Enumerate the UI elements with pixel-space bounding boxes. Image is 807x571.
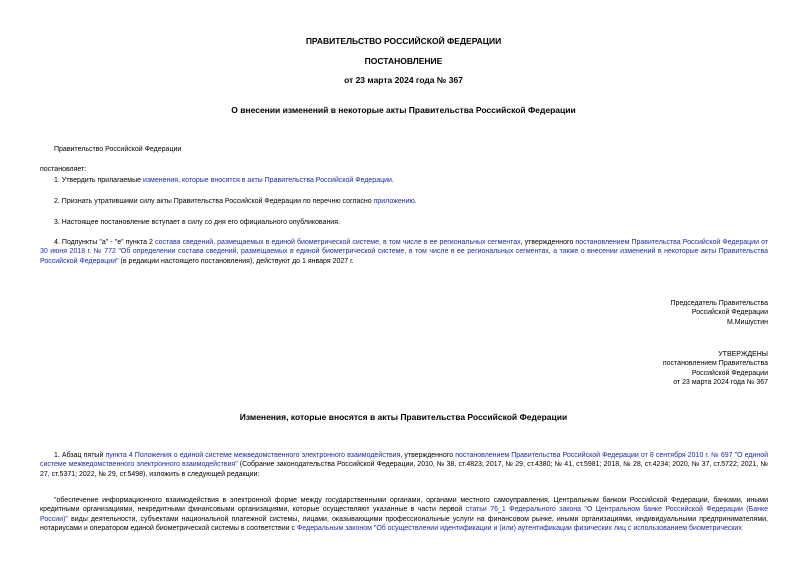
item-4-text: 4. Подпункты "а" - "е" пункта 2	[54, 239, 155, 246]
decree-772-link[interactable]: постановлением Правительства Российской Федерации от 30 июня 2018 г. № 772 "Об определении состава сведений, размещаемых в единой биометрической системе, в том числе в ее региональных сегментах, а также о внесении изменений в некоторые акты Правительства Российской Федерации"	[40, 239, 769, 265]
biometric-composition-link[interactable]: состава сведений, размещаемых в единой биометрической системе, в том числе в ее региональных сегментах	[155, 239, 521, 246]
decree-697-link[interactable]: постановлением Правительства Российской Федерации от 8 сентября 2010 г. № 697 "О единой системе межведомственного электронного взаимодействия"	[40, 452, 769, 469]
signature-position: Председатель Правительства	[670, 300, 768, 307]
regulation-clause-link[interactable]: пункта 4 Положения о единой системе межведомственного электронного взаимодействия	[105, 452, 401, 459]
approved-by: постановлением Правительства	[662, 360, 768, 368]
preamble-decree: постановляет:	[40, 166, 87, 173]
government-heading: ПРАВИТЕЛЬСТВО РОССИЙСКОЙ ФЕДЕРАЦИИ	[305, 36, 502, 46]
document-title: О внесении изменений в некоторые акты Правительства Российской Федерации	[231, 105, 576, 115]
item-1-text: 1. Утвердить прилагаемые	[54, 177, 143, 184]
item-1-end: .	[391, 177, 394, 184]
preamble-line: Правительство Российской Федерации	[54, 146, 182, 153]
item-2	[54, 197, 417, 206]
item-3: 3. Настоящее постановление вступает в силу со дня его официального опубликования.	[54, 219, 340, 226]
item-4	[40, 238, 768, 266]
change-1	[40, 451, 768, 479]
approved-country: Российской Федерации	[691, 369, 768, 377]
item-2-text: 2. Признать утратившими силу акты Правительства Российской Федерации по перечню согласно	[54, 198, 374, 205]
changes-title: Изменения, которые вносятся в акты Правительства Российской Федерации	[239, 412, 568, 422]
approved-date: от 23 марта 2024 года № 367	[673, 379, 768, 387]
change-1-mid: , утвержденного	[400, 452, 456, 459]
doc-date-number: от 23 марта 2024 года № 367	[344, 75, 463, 85]
item-2-end: .	[414, 198, 417, 205]
doc-type-heading: ПОСТАНОВЛЕНИЕ	[364, 56, 443, 66]
identification-law-link[interactable]: Федеральным законом "Об осуществлении идентификации и (или) аутентификации физических лиц с использованием биометрических	[296, 525, 742, 533]
change-1-end: (Собрание законодательства Российской Федерации, 2010, № 38, ст.4823; 2017, № 29, ст.4380; № 41, ст.5981; 2018, № 28, ст.4234; 2020, № 37, ст.5722; 2021, № 27, ст.5371; 2022, № 29, ст.5498), изложить в следующей редакции:	[40, 461, 768, 478]
signature-block	[500, 299, 768, 327]
signature-name: М.Мишустин	[726, 318, 768, 326]
central-bank-law-link[interactable]: статьи 76_1 Федерального закона "О Центральном банке Российской Федерации (Банке России)"	[40, 506, 768, 523]
approved-label: УТВЕРЖДЕНЫ	[718, 351, 768, 358]
appendix-link[interactable]: приложению	[373, 198, 415, 205]
quote-text: "обеспечение информационного взаимодействия в электронной форме между государственными органами, органами местного самоуправления, Центральным банком Российской Федерации, банками, иными кредитными организациями, некредитными финансовыми организациями, которые осуществляют указанные в части первой	[40, 497, 768, 514]
quoted-amendment	[40, 496, 768, 534]
item-4-mid: , утвержденного	[520, 239, 576, 246]
item-4-end: (в редакции настоящего постановления), действуют до 1 января 2027 г.	[118, 257, 354, 265]
change-1-text: 1. Абзац пятый	[54, 452, 106, 459]
changes-link[interactable]: изменения, которые вносятся в акты Правительства Российской Федерации	[142, 177, 392, 184]
approved-block	[500, 350, 768, 388]
signature-country: Российской Федерации	[691, 309, 768, 317]
quote-mid: виды деятельности, субъектами национальной платежной системы, лицами, оказывающими профессиональные услуги на финансовом рынке, иными организациями, индивидуальными предпринимателями, нотариусами и оператором единой биометрической системы в соответствии с	[40, 515, 768, 533]
item-1	[54, 176, 394, 185]
